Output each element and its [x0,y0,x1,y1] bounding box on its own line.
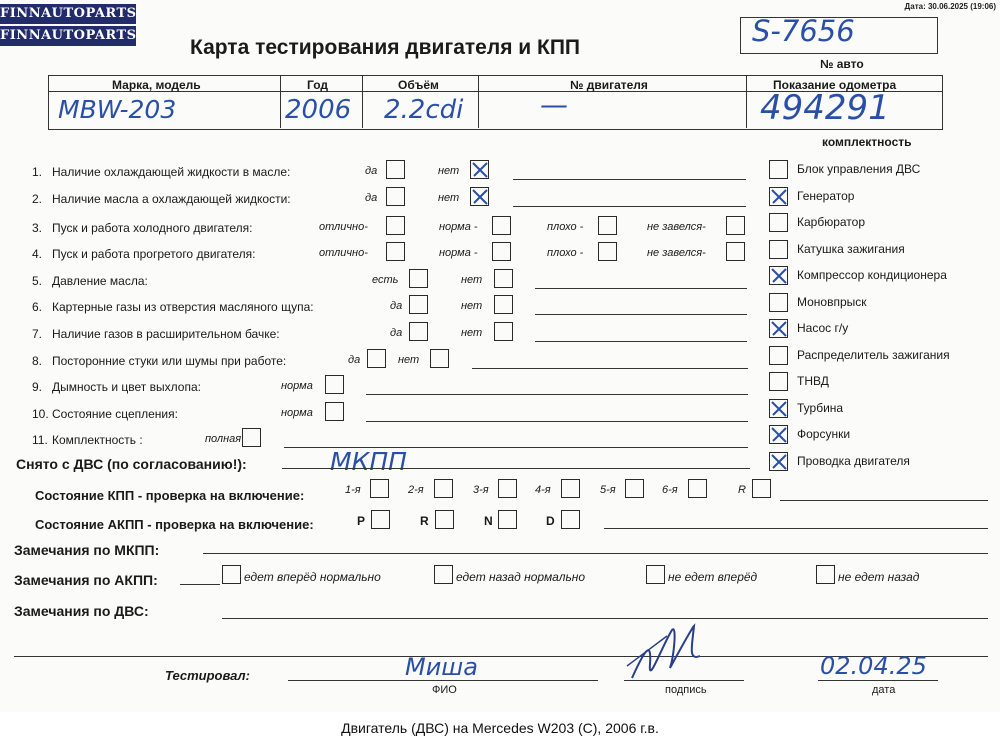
remarks-dvs-label: Замечания по ДВС: [14,603,149,619]
manual-gear-label: 1-я [345,484,361,496]
question-number: 4. [32,247,43,261]
check-mark-icon [469,186,491,208]
removed-value: МКПП [330,447,407,476]
question-option-label: да [365,165,378,177]
completeness-title: комплектность [822,135,912,149]
completeness-checkbox[interactable] [769,452,788,471]
odometer-value: 494291 [760,88,890,128]
completeness-checkbox[interactable] [769,240,788,259]
question-option-checkbox[interactable] [242,428,261,447]
manual-gear-checkbox[interactable] [370,479,389,498]
auto-number-value: S-7656 [752,14,855,48]
question-option-checkbox[interactable] [470,187,489,206]
manual-gear-label: 4-я [535,484,551,496]
auto-gear-checkbox[interactable] [435,510,454,529]
completeness-item-label: Компрессор кондиционера [797,268,947,282]
question-option-checkbox[interactable] [386,216,405,235]
question-text: Посторонние стуки или шумы при работе: [52,354,287,368]
question-option-label: не завелся- [647,221,706,233]
question-option-checkbox[interactable] [367,349,386,368]
volume-value: 2.2cdi [384,95,464,125]
question-option-checkbox[interactable] [409,269,428,288]
question-text: Комплектность : [52,433,143,447]
manual-gear-checkbox[interactable] [561,479,580,498]
make-value: MBW-203 [58,95,177,124]
header-engine-no-label: № двигателя [570,78,648,92]
question-number: 11. [32,433,48,447]
question-option-label: отлично- [319,247,368,259]
completeness-item-label: Насос г/у [797,321,849,335]
completeness-item-label: Форсунки [797,427,851,441]
question-text: Наличие газов в расширительном бачке: [52,327,280,341]
completeness-checkbox[interactable] [769,425,788,444]
question-option-label: нет [438,192,460,204]
question-option-label: нет [461,274,483,286]
question-number: 9. [32,380,43,394]
header-make-label: Марка, модель [112,78,201,92]
year-value: 2006 [285,95,352,125]
question-number: 7. [32,327,43,341]
completeness-checkbox[interactable] [769,266,788,285]
completeness-item-label: Распределитель зажигания [797,347,950,362]
brand-logo-bottom: FINNAUTOPARTS [0,26,136,46]
manual-gear-label: 5-я [600,484,616,496]
manual-gear-label: R [738,484,746,496]
question-option-checkbox[interactable] [494,322,513,341]
question-option-checkbox[interactable] [494,269,513,288]
question-option-label: да [390,327,403,339]
question-option-checkbox[interactable] [386,160,405,179]
akpp-option-label: не едет вперёд [668,570,758,584]
question-option-checkbox[interactable] [492,216,511,235]
question-option-checkbox[interactable] [386,242,405,261]
question-option-checkbox[interactable] [470,160,489,179]
completeness-checkbox[interactable] [769,160,788,179]
auto-gearbox-label: Состояние АКПП - проверка на включение: [35,517,314,532]
completeness-checkbox[interactable] [769,319,788,338]
question-number: 3. [32,221,43,235]
akpp-option-checkbox[interactable] [222,565,241,584]
signature-label: подпись [665,684,707,696]
completeness-item-label: Моновпрыск [797,294,867,309]
date-label: дата [872,684,896,696]
question-option-label: нет [461,327,483,339]
question-option-label: есть [372,274,399,286]
manual-gear-checkbox[interactable] [688,479,707,498]
question-option-checkbox[interactable] [325,375,344,394]
completeness-checkbox[interactable] [769,187,788,206]
question-option-checkbox[interactable] [598,216,617,235]
brand-logo-top: FINNAUTOPARTS [0,4,136,24]
auto-gear-checkbox[interactable] [498,510,517,529]
removed-label: Снято с ДВС (по согласованию!): [16,456,247,472]
auto-gear-label: R [420,514,429,528]
question-text: Пуск и работа холодного двигателя: [52,221,253,235]
question-text: Дымность и цвет выхлопа: [52,380,201,394]
question-number: 1. [32,165,43,179]
manual-gear-label: 3-я [473,484,489,496]
form-title: Карта тестирования двигателя и КПП [190,36,581,59]
date-value: 02.04.25 [820,652,927,680]
completeness-item-label: Карбюратор [797,215,866,229]
akpp-option-checkbox[interactable] [434,565,453,584]
question-number: 5. [32,274,43,288]
tested-label: Тестировал: [165,668,250,683]
remarks-akpp-label: Замечания по АКПП: [14,572,158,588]
question-number: 2. [32,192,43,206]
completeness-item-label: ТНВД [797,374,829,388]
question-option-label: норма [281,407,313,419]
check-mark-icon [768,424,790,446]
fio-label: ФИО [432,684,457,696]
auto-gear-checkbox[interactable] [561,510,580,529]
question-option-label: полная [205,433,242,445]
image-caption: Двигатель (ДВС) на Mercedes W203 (C), 2006 г.в. [341,720,659,736]
check-mark-icon [768,318,790,340]
question-option-checkbox[interactable] [386,187,405,206]
remarks-mkpp-label: Замечания по МКПП: [14,542,160,558]
manual-gear-checkbox[interactable] [434,479,453,498]
completeness-checkbox[interactable] [769,372,788,391]
auto-gear-checkbox[interactable] [371,510,390,529]
question-text: Состояние сцепления: [52,407,178,421]
tester-name: Миша [405,653,478,681]
completeness-checkbox[interactable] [769,213,788,232]
question-option-checkbox[interactable] [430,349,449,368]
question-option-label: не завелся- [647,247,706,259]
auto-gear-label: P [357,514,366,528]
completeness-item-label: Катушка зажигания [797,241,905,256]
question-option-label: нет [438,165,460,177]
question-option-checkbox[interactable] [409,295,428,314]
check-mark-icon [469,159,491,181]
akpp-option-label: едет вперёд нормально [244,570,381,584]
akpp-option-label: не едет назад [838,570,920,584]
question-option-label: норма - [439,247,478,259]
manual-gear-checkbox[interactable] [625,479,644,498]
akpp-option-checkbox[interactable] [816,565,835,584]
question-number: 6. [32,300,43,314]
completeness-checkbox[interactable] [769,399,788,418]
question-option-label: плохо - [547,221,584,233]
question-option-label: да [348,354,361,366]
completeness-item-label: Блок управления ДВС [797,162,921,176]
question-option-label: нет [461,300,483,312]
check-mark-icon [768,186,790,208]
question-text: Давление масла: [52,274,148,288]
header-volume-label: Объём [398,78,439,92]
completeness-item-label: Генератор [797,188,855,203]
akpp-option-checkbox[interactable] [646,565,665,584]
question-option-checkbox[interactable] [726,242,745,261]
completeness-checkbox[interactable] [769,293,788,312]
question-option-checkbox[interactable] [726,216,745,235]
question-text: Наличие охлаждающей жидкости в масле: [52,165,291,179]
manual-gear-label: 6-я [662,484,678,496]
question-option-label: нет [398,354,420,366]
manual-gear-label: 2-я [408,484,424,496]
check-mark-icon [768,265,790,287]
manual-gear-checkbox[interactable] [752,479,771,498]
completeness-checkbox[interactable] [769,346,788,365]
engine-no-value: — [540,88,568,121]
question-option-checkbox[interactable] [409,322,428,341]
manual-gearbox-label: Состояние КПП - проверка на включение: [35,488,305,503]
akpp-option-label: едет назад нормально [456,570,586,584]
auto-gear-label: N [484,514,493,528]
question-number: 8. [32,354,43,368]
manual-gear-checkbox[interactable] [498,479,517,498]
question-option-label: норма [281,380,313,392]
check-mark-icon [768,398,790,420]
question-option-checkbox[interactable] [494,295,513,314]
check-mark-icon [768,451,790,473]
completeness-item-label: Проводка двигателя [797,453,910,468]
header-year-label: Год [307,78,328,92]
question-option-label: да [390,300,403,312]
question-option-label: отлично- [319,221,368,233]
auto-gear-label: D [546,514,555,528]
header-odometer-label: Показание одометра [773,78,897,92]
question-text: Наличие масла а охлаждающей жидкости: [52,192,291,206]
stamp-date: Дата: 30.06.2025 (19:06) [904,2,996,11]
question-option-label: норма - [439,221,478,233]
question-text: Пуск и работа прогретого двигателя: [52,247,256,261]
question-option-label: да [365,192,378,204]
question-option-label: плохо - [547,247,584,259]
question-option-checkbox[interactable] [492,242,511,261]
question-option-checkbox[interactable] [325,402,344,421]
auto-number-label: № авто [820,57,864,71]
question-option-checkbox[interactable] [598,242,617,261]
question-text: Картерные газы из отверстия масляного щупа: [52,300,314,314]
question-number: 10. [32,407,49,421]
completeness-item-label: Турбина [797,400,844,415]
